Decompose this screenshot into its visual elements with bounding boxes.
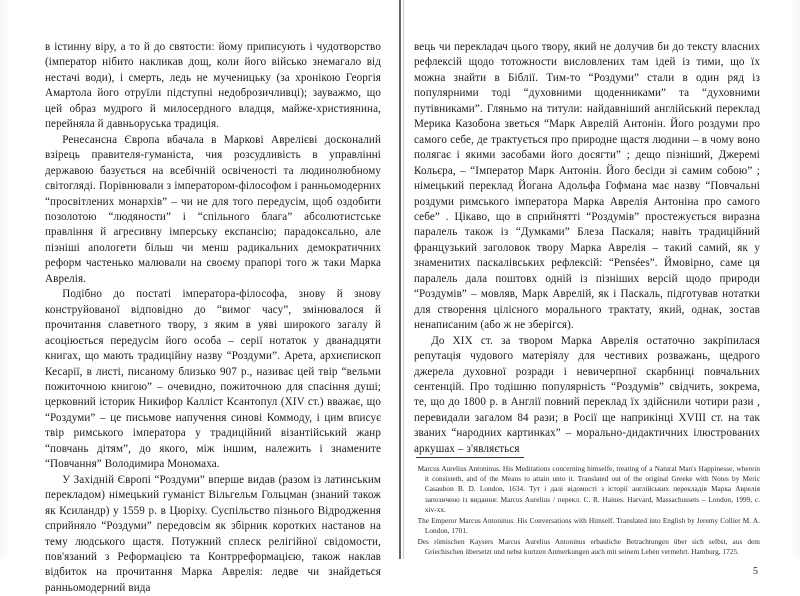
paragraph: У Західній Європі “Роздуми” вперше видав (разом із латинським перекладом) німецький гуманіст Вільгельм Гольцман (знаний також як Ксиландр) у 1559 р. в Цюріху. Суспільство пізнього Відродження сприйняло “Роздуми” передовсім як збірник коротких настанов на тему людського щастя. Потужний сплеск релігійної свідомости, пов'язаний з Реформацією та Контрреформацією, також наклав відбиток на прочитання Марка Аврелія: ледве чи знайдеться ранньомодерний вида bbox=[45, 473, 381, 594]
footnote-separator-rule bbox=[416, 457, 524, 458]
paragraph: До XIX ст. за твором Марка Аврелія остаточно закріпилася репутація чудового матеріялу для честивих розважань, щедрого джерела духовної розради і невичерпної скарбниці повчальних сентенцій. Про тодішню популярність “Роздумів” свідчить, зокрема, те, що до 1800 р. в Англії повний переклад їх здійснили чотири рази , перевидали загалом 84 рази; в Росії ще наприкінці XVIII ст. на так званих “народних картинках” – морально-дидактичних ілюстрованих аркушах – з'являється bbox=[414, 334, 760, 455]
footnote-block bbox=[414, 457, 760, 558]
left-page-body-text bbox=[45, 40, 381, 596]
page-number: 5 bbox=[753, 566, 758, 578]
left-page bbox=[0, 0, 399, 594]
paragraph: Подібно до постаті імператора-філософа, знову й знову конструйованої відповідно до “вимог часу”, змінювалося й прочитання славетного твору, з яким в уяві широкого загалу й асоціюється передусім його особа – серії нотаток у дванадцяти книгах, що мають традиційну назву “Роздуми”. Арета, архиєпископ Кесарії, в листі, писаному близько 907 р., називає цей твір “вельми пожиточною книгою” – очевидно, пожиточною для спасіння душі; церковний історик Никифор Калліст Ксантопул (XIV ст.) вважає, що “Роздуми” – це письмове напучення синові Коммоду, і цим вписує твір римського імператора у традиційний візантійський жанр “повчань дітям”, до якого, між іншим, належить і знамените “Повчання” Володимира Мономаха. bbox=[45, 288, 381, 471]
book-gutter-line bbox=[399, 0, 401, 559]
footnote-item: Des römischen Kaysers Marcus Aurelius Antoninus erbauliche Betrachtungen über sich selbst, aus dem Griechischen übersetzt und nebst kurtzen Anmerkungen auch mit seinem Leben vermehrt. Hamburg, 1725. bbox=[417, 537, 760, 556]
right-page-body-text bbox=[414, 40, 760, 457]
paragraph: в істинну віру, а то й до святости: йому приписують і чудотворство (імператор нібито накликав дощ, коли його військо знемагало від нестачі води), і смерть, ледь не мученицьку (за хронікою Георгія Амартола його отруїли підступні недоброзичливці); зауважмо, що цей образ мудрого й милосердного владця, майже-християнина, перейняла й давньоруська традиція. bbox=[45, 41, 381, 131]
footnote-item: Marcus Aurelius Antoninus. His Meditations concerning himselfe, treating of a Natural Man's Happinesse, wherein it consisteth, and of the Means to attain unto it. Translated out of the original Greeke with Notes by Meric Casaubon B. D. London, 1634. Тут і далі відомості з історії англійських перекладів Марка Аврелія запозичено із видання: Marcus Aurelius / перекл. C. R. Haines. Harvard, Massachussets – London, 1999, с. xiv-xx. bbox=[417, 465, 760, 514]
right-page bbox=[404, 0, 800, 578]
paragraph: Ренесансна Європа вбачала в Маркові Аврелієві досконалий взірець правителя-гуманіста, чия розсудливість в управлінні державою базується на всебічній освіченості та людинолюбному світогляді. Порівнювали з імператором-філософом і ранньомодерних “просвітлених монархів” – чи не для того передусім, щоб оздобити позолотою “людяности” і “спільного блага” абсолютистське правління й агресивну імперську експансію; парадоксально, але пізніші апологети більш чи менш радикальних демократичних реформ частенько малювали на своєму прапорі того ж таки Марка Аврелія. bbox=[45, 133, 381, 285]
paragraph: вець чи перекладач цього твору, який не долучив би до тексту власних рефлексій щодо тотожности висловлених там ідей із тими, що їх можна знайти в Біблії. Тим-то “Роздуми” стали в один ряд із популярними тоді “духовними щоденниками” та “духовними путівниками”. Гляньмо на титули: найдавніший англійський переклад Мерика Казобона зветься “Марк Аврелій Антонін. Його роздуми про самого себе, де трактується про природне щастя людини – в чому воно полягає і якими засобами його досягти” ; дещо пізніший, Джеремі Кольєра, – “Імператор Марк Антонін. Його бесіди зі самим собою” ; німецький переклад Йогана Адольфа Гофмана має назву “Повчальні роздуми римського імператора Марка Аврелія Антоніна про самого себе” . Цікаво, що в сприйнятті “Роздумів” простежується виразна паралель також із “Думками” Блеза Паскаля; навіть традиційний французький заголовок твору Марка Аврелія – такий самий, як у знаменитих паскалівських рефлексій: “Pensées”. Ймовірно, саме ця паралель дала поштовх одній із пізніших версій щодо природи “Роздумів” – мовляв, Марк Аврелій, як і Паскаль, підготував нотатки для створення цілісного морального трактату, який, однак, зостав ненаписаним (або ж не зберігся). bbox=[414, 41, 760, 332]
footnote-item: The Emperor Marcus Antoninus. His Conversations with Himself. Translated into English by Jeremy Collier M. A. London, 1701. bbox=[417, 516, 760, 535]
